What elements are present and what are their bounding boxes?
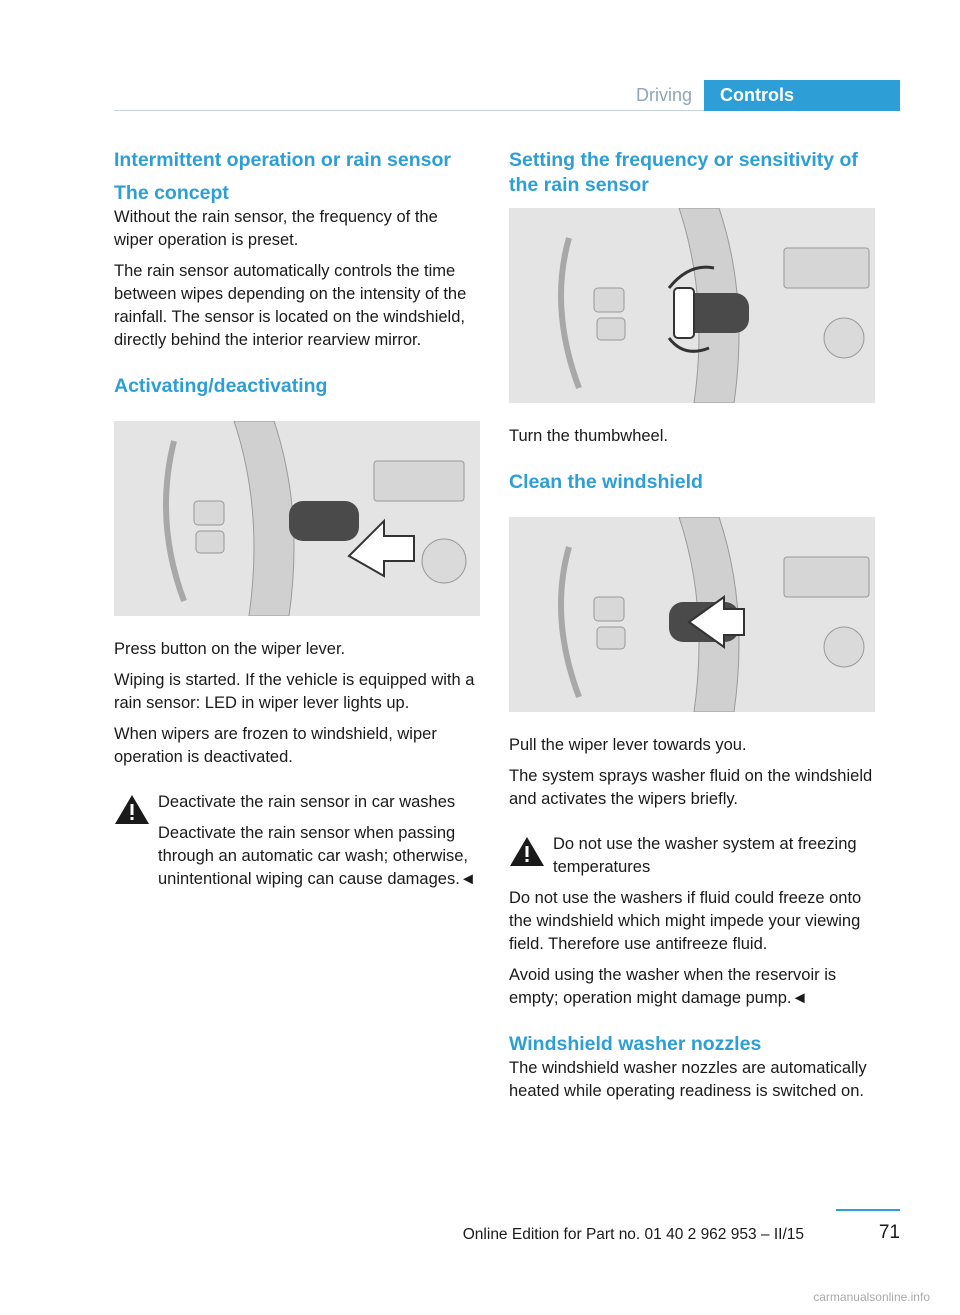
activate-paragraph-3: When wipers are frozen to windshield, wiper operation is deactivated.: [114, 725, 437, 766]
footer-edition: Online Edition for Part no. 01 40 2 962 953 – II/15: [462, 1226, 804, 1243]
watermark: carmanualsonline.info: [813, 1290, 930, 1304]
warning-title: Do not use the washer system at freezing temperatures: [553, 835, 857, 876]
wiper-pull-illustration: [509, 517, 875, 712]
subheading-clean: Clean the windshield: [509, 471, 703, 493]
warning-paragraph-1: Do not use the washers if fluid could freeze onto the windshield which might impede your viewing field. Therefore use antifreeze fluid.: [509, 889, 862, 953]
header-section: Driving: [635, 85, 692, 105]
clean-paragraph-1: Pull the wiper lever towards you.: [509, 736, 747, 754]
header-chapter: Controls: [704, 80, 900, 111]
subheading-concept: The concept: [114, 182, 229, 204]
warning-body: Deactivate the rain sensor when passing through an automatic car wash; otherwise, unintentional wiping can cause damages.◄: [158, 824, 477, 888]
subheading-frequency: Setting the frequency or sensitivity of the rain sensor: [509, 149, 858, 196]
warning-title: Deactivate the rain sensor in car washes: [158, 793, 456, 811]
subheading-activating: Activating/deactivating: [114, 375, 328, 397]
footer-rule: [836, 1209, 900, 1211]
concept-paragraph-2: The rain sensor automatically controls the time between wipes depending on the intensity of the rainfall. The sensor is located on the windshield, directly behind the interior rearview mirror.: [114, 262, 467, 349]
left-column: [114, 148, 480, 891]
thumbwheel-illustration: [509, 208, 875, 403]
activate-paragraph-2: Wiping is started. If the vehicle is equipped with a rain sensor: LED in wiper lever lights up.: [114, 671, 475, 712]
warning-paragraph-2: Avoid using the washer when the reservoir is empty; operation might damage pump.◄: [509, 966, 837, 1007]
subheading-nozzles: Windshield washer nozzles: [509, 1033, 762, 1055]
concept-paragraph-1: Without the rain sensor, the frequency of the wiper operation is preset.: [114, 208, 438, 249]
page-number: 71: [878, 1222, 900, 1243]
warning-triangle-icon: [114, 793, 150, 825]
warning-triangle-icon: [509, 835, 545, 867]
clean-paragraph-2: The system sprays washer fluid on the windshield and activates the wipers briefly.: [509, 767, 873, 808]
warning-car-wash: [114, 791, 480, 891]
frequency-paragraph: Turn the thumbwheel.: [509, 427, 668, 445]
nozzles-paragraph: The windshield washer nozzles are automatically heated while operating readiness is switched on.: [509, 1059, 867, 1100]
figure-wiper-button: [114, 421, 480, 616]
activate-paragraph-1: Press button on the wiper lever.: [114, 640, 346, 658]
warning-freezing: [509, 833, 875, 879]
wiper-button-illustration: [114, 421, 480, 616]
section-heading-intermittent: Intermittent operation or rain sensor: [114, 149, 451, 171]
figure-thumbwheel: [509, 208, 875, 403]
figure-wiper-pull: [509, 517, 875, 712]
right-column: [509, 148, 875, 1103]
